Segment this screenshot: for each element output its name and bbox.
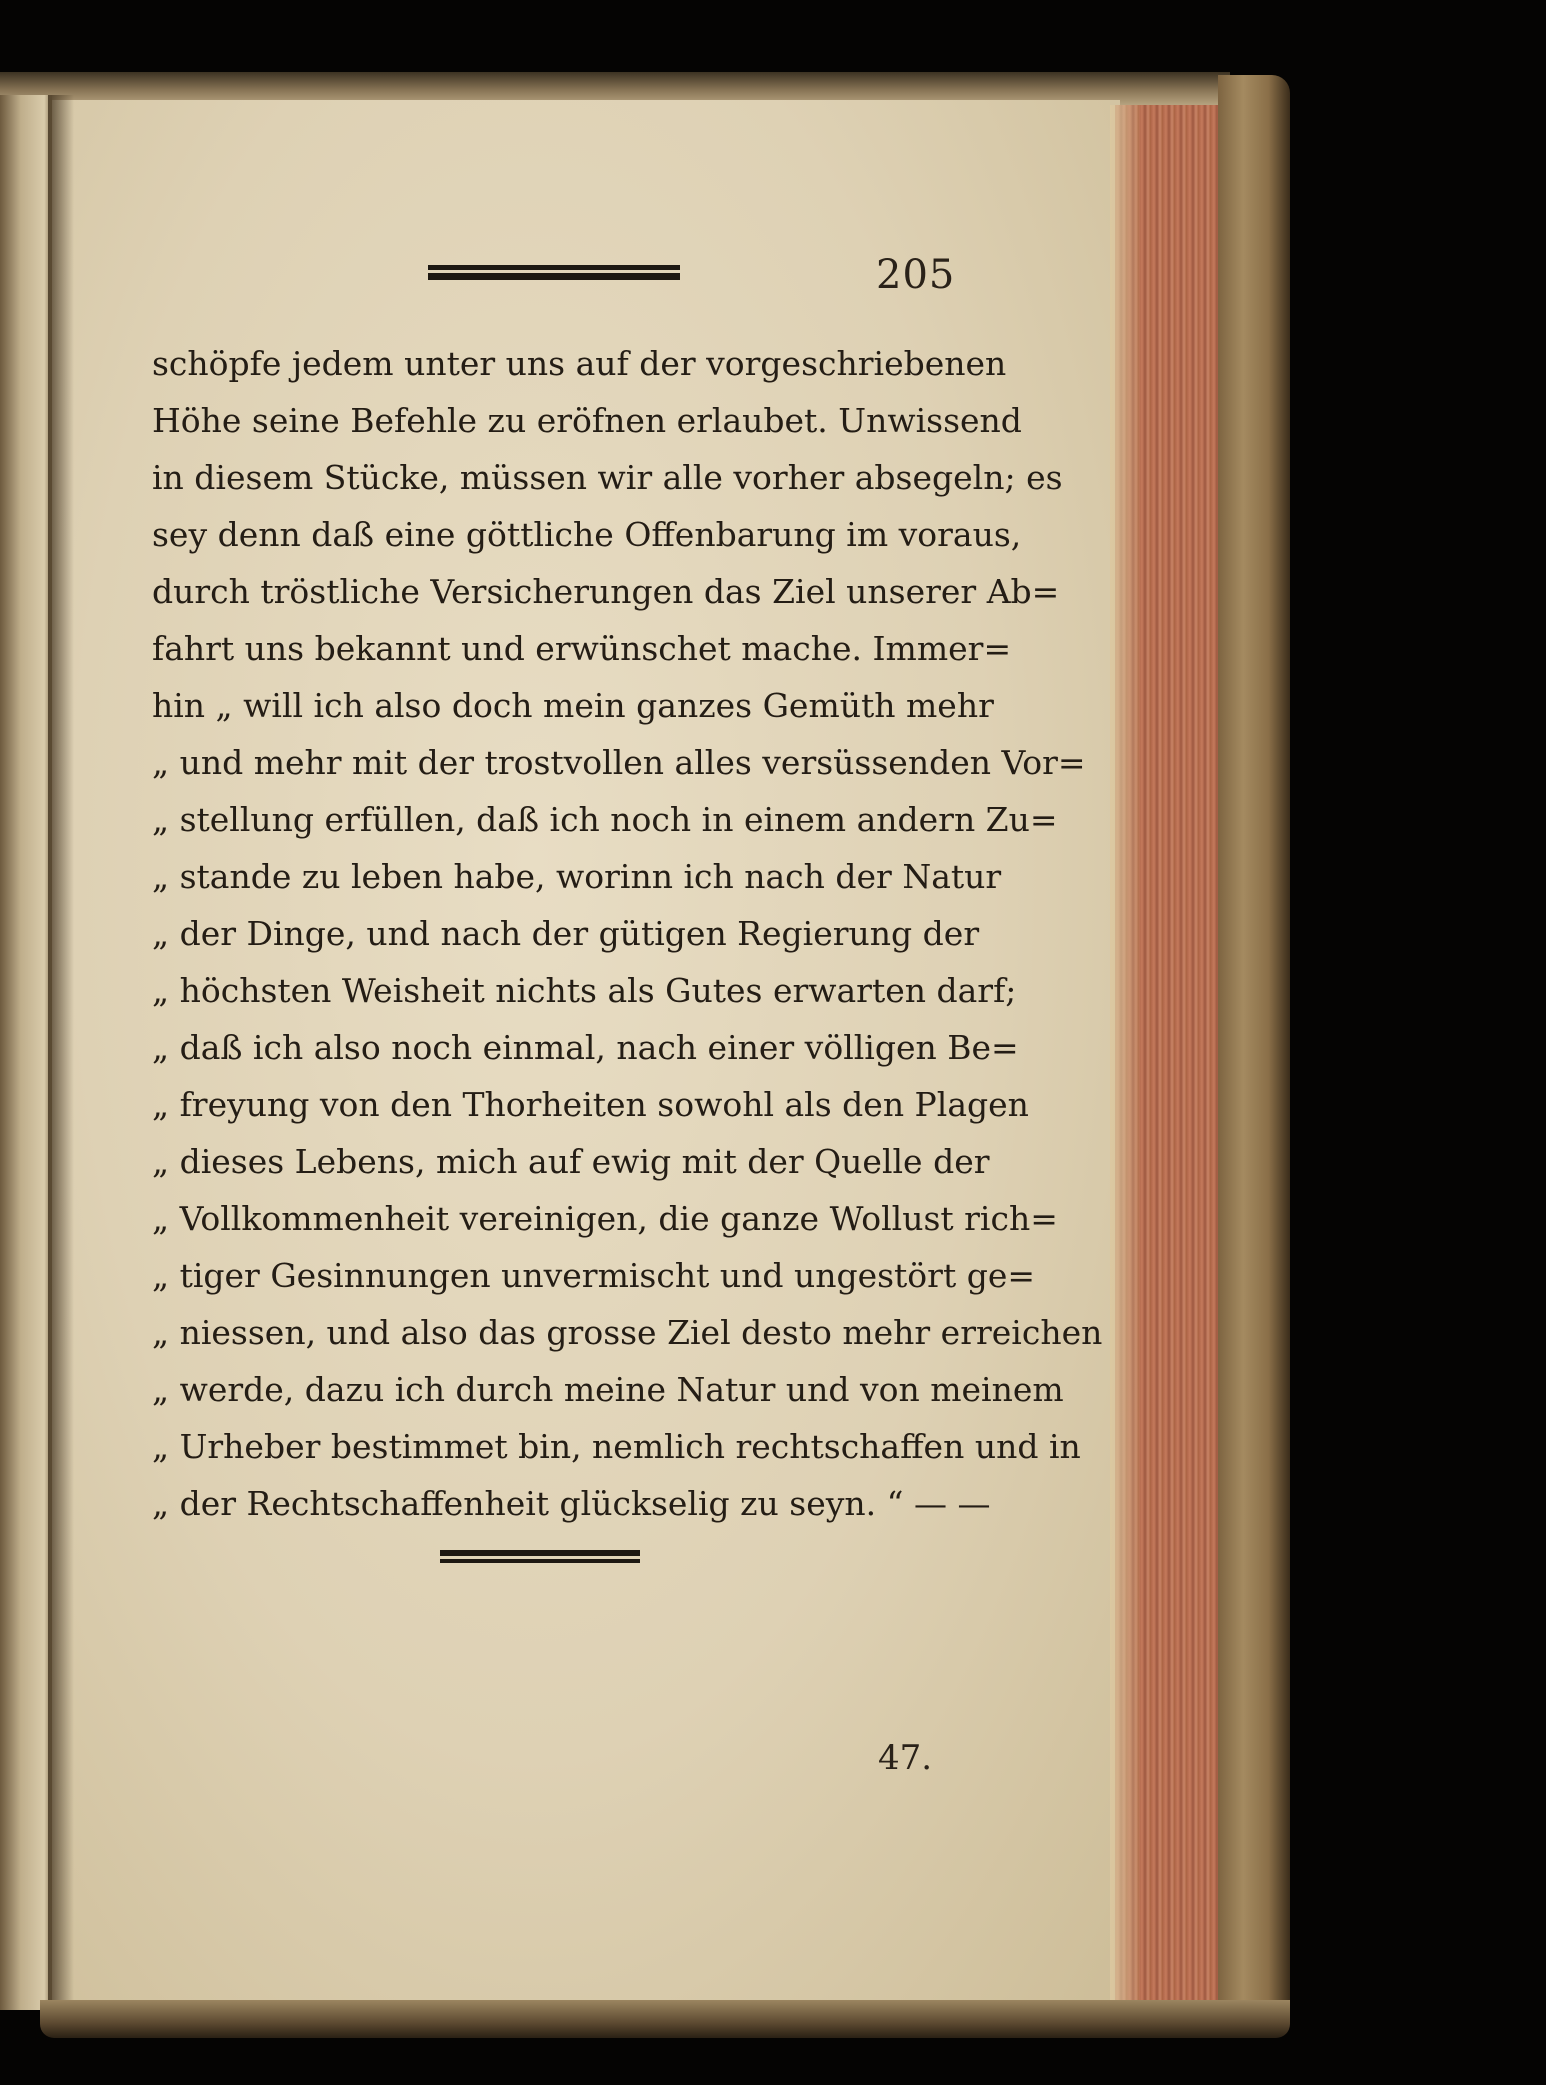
text-line: „ daß ich also noch einmal, nach einer völligen Be= xyxy=(152,1028,1019,1067)
text-line: „ Urheber bestimmet bin, nemlich rechtschaffen und in xyxy=(152,1427,1081,1466)
text-line: „ höchsten Weisheit nichts als Gutes erwarten darf; xyxy=(152,971,1017,1010)
facing-page-edge xyxy=(0,95,52,2010)
text-line: Höhe seine Befehle zu eröfnen erlaubet. Unwissend xyxy=(152,401,1022,440)
footer-rule xyxy=(440,1550,640,1564)
text-line: „ stande zu leben habe, worinn ich nach der Natur xyxy=(152,857,1002,896)
spine-shadow xyxy=(48,95,74,2010)
text-line: sey denn daß eine göttliche Offenbarung im voraus, xyxy=(152,515,1022,554)
text-line: schöpfe jedem unter uns auf der vorgeschriebenen xyxy=(152,344,1007,383)
text-line: hin „ will ich also doch mein ganzes Gemüth mehr xyxy=(152,686,994,725)
text-line: „ dieses Lebens, mich auf ewig mit der Quelle der xyxy=(152,1142,990,1181)
text-line: „ und mehr mit der trostvollen alles versüssenden Vor= xyxy=(152,743,1086,782)
text-line: „ niessen, und also das grosse Ziel desto mehr erreichen xyxy=(152,1313,1103,1352)
signature-mark: 47. xyxy=(878,1738,933,1778)
text-line: „ freyung von den Thorheiten sowohl als den Plagen xyxy=(152,1085,1029,1124)
text-line: „ werde, dazu ich durch meine Natur und von meinem xyxy=(152,1370,1064,1409)
body-text xyxy=(152,335,1103,1532)
text-line: „ stellung erfüllen, daß ich noch in einem andern Zu= xyxy=(152,800,1058,839)
text-line: „ der Dinge, und nach der gütigen Regierung der xyxy=(152,914,980,953)
text-line: „ der Rechtschaffenheit glückselig zu seyn. “ — — xyxy=(152,1484,991,1523)
text-line: durch tröstliche Versicherungen das Ziel unserer Ab= xyxy=(152,572,1060,611)
fore-edge-highlight xyxy=(1110,105,1140,2015)
book-cover-edge xyxy=(1218,75,1290,2020)
text-line: fahrt uns bekannt und erwünschet mache. Immer= xyxy=(152,629,1012,668)
page-number: 205 xyxy=(876,252,956,298)
text-line: in diesem Stücke, müssen wir alle vorher absegeln; es xyxy=(152,458,1063,497)
text-line: „ Vollkommenheit vereinigen, die ganze Wollust rich= xyxy=(152,1199,1058,1238)
text-line: „ tiger Gesinnungen unvermischt und ungestört ge= xyxy=(152,1256,1036,1295)
book-cover-bottom xyxy=(40,2000,1290,2038)
header-rule xyxy=(428,265,680,281)
